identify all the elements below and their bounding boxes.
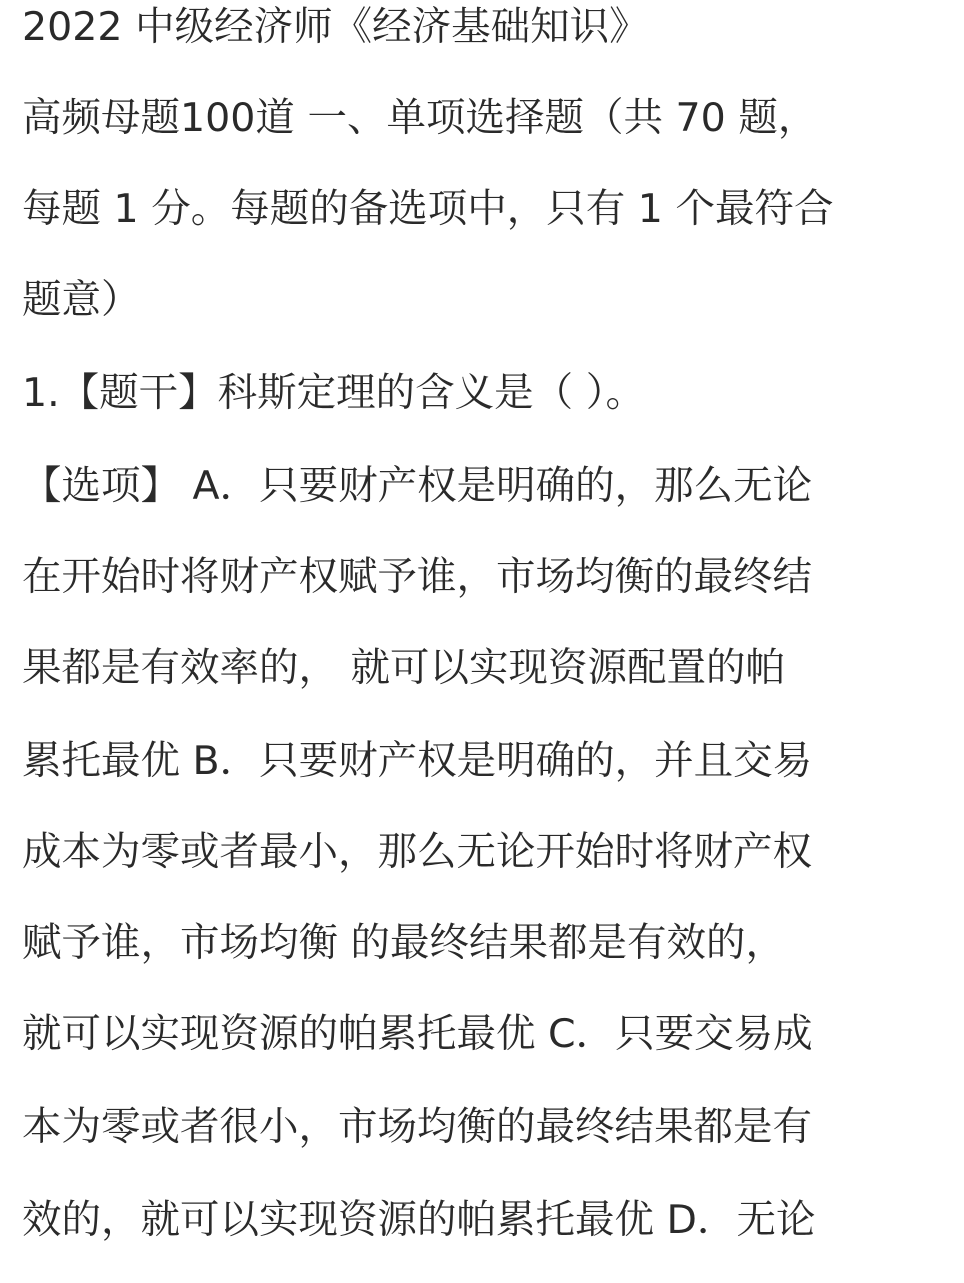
document-title-line: 2022 中级经济师《经济基础知识》 <box>22 4 649 50</box>
question-options-line: 成本为零或者最小，那么无论开始时将财产权 <box>22 829 812 875</box>
question-options-line: 果都是有效率的， 就可以实现资源配置的帕 <box>22 645 786 691</box>
question-options-line: 效的，就可以实现资源的帕累托最优 D．无论 <box>22 1197 816 1243</box>
question-stem-line: 1.【题干】科斯定理的含义是（ ）。 <box>22 370 645 416</box>
question-options-line: 累托最优 B．只要财产权是明确的，并且交易 <box>22 738 813 784</box>
question-options-line: 赋予谁，市场均衡 的最终结果都是有效的， <box>22 920 786 966</box>
question-options-line: 本为零或者很小，市场均衡的最终结果都是有 <box>22 1104 812 1150</box>
question-options-line: 【选项】 A．只要财产权是明确的，那么无论 <box>22 463 813 509</box>
section-instruction-line: 题意） <box>22 277 141 323</box>
section-instruction-line: 每题 1 分。每题的备选项中，只有 1 个最符合 <box>22 186 834 232</box>
question-options-line: 在开始时将财产权赋予谁，市场均衡的最终结 <box>22 554 812 600</box>
section-heading-line: 高频母题100道 一、单项选择题（共 70 题， <box>22 95 818 141</box>
question-options-line: 就可以实现资源的帕累托最优 C．只要交易成 <box>22 1011 813 1057</box>
